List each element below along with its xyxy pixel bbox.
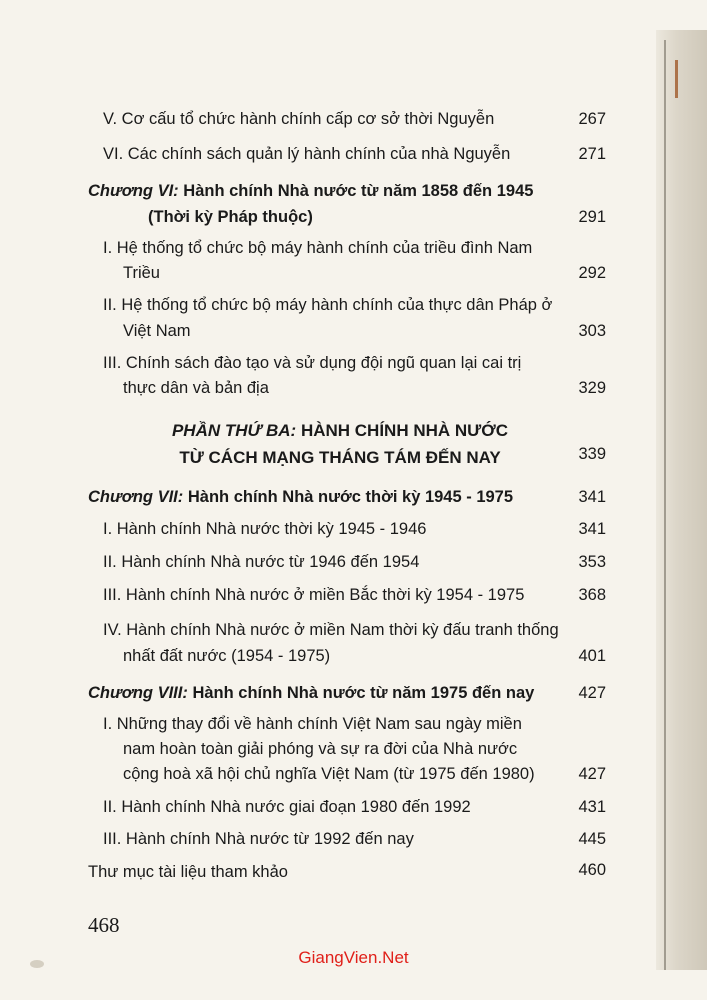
toc-entry-page: 339 xyxy=(578,445,606,463)
part-label: PHẦN THỨ BA: xyxy=(171,421,297,440)
toc-entry-title-continued: cộng hoà xã hội chủ nghĩa Việt Nam (từ 1975 đến 1980) xyxy=(123,765,535,783)
toc-entry-page: 460 xyxy=(578,861,606,879)
bibliography-entry: Thư mục tài liệu tham khảo xyxy=(88,863,288,881)
chapter-label: Chương VII: xyxy=(88,488,184,506)
toc-entry-page: 341 xyxy=(578,488,606,506)
toc-entry-title-continued: Triều xyxy=(123,264,160,282)
toc-entry-title-continued: thực dân và bản địa xyxy=(123,379,269,397)
toc-entry-title: IV. Hành chính Nhà nước ở miền Nam thời kỳ đấu tranh thống xyxy=(103,621,559,639)
watermark: GiangVien.Net xyxy=(298,948,409,967)
toc-entry-title: II. Hệ thống tổ chức bộ máy hành chính của thực dân Pháp ở xyxy=(103,296,553,314)
toc-entry-title: V. Cơ cấu tổ chức hành chính cấp cơ sở thời Nguyễn xyxy=(103,110,495,128)
chapter-label: Chương VI: xyxy=(88,182,179,200)
part-title: HÀNH CHÍNH NHÀ NƯỚC xyxy=(300,421,509,440)
toc-entry-page: 267 xyxy=(578,110,606,128)
toc-entry-title: VI. Các chính sách quản lý hành chính của nhà Nguyễn xyxy=(103,145,511,163)
chapter-heading xyxy=(88,178,533,204)
toc-entry-page: 427 xyxy=(578,765,606,783)
toc-entry-page: 427 xyxy=(578,684,606,702)
toc-entry-page: 329 xyxy=(578,379,606,397)
toc-entry-title: I. Hành chính Nhà nước thời kỳ 1945 - 1946 xyxy=(103,520,427,538)
toc-entry-title-continued: nhất đất nước (1954 - 1975) xyxy=(123,647,331,665)
toc-entry-page: 445 xyxy=(578,830,606,848)
toc-entry-page: 271 xyxy=(578,145,606,163)
scan-smudge xyxy=(30,960,44,968)
toc-entry-page: 368 xyxy=(578,586,606,604)
chapter-heading xyxy=(88,484,513,510)
chapter-title: Hành chính Nhà nước thời kỳ 1945 - 1975 xyxy=(187,488,514,506)
toc-entry-title: III. Hành chính Nhà nước ở miền Bắc thời kỳ 1954 - 1975 xyxy=(103,586,525,604)
page-edge-mark xyxy=(675,60,678,98)
page-number: 468 xyxy=(88,913,120,937)
toc-entry-title: II. Hành chính Nhà nước giai đoạn 1980 đến 1992 xyxy=(103,798,471,816)
chapter-heading xyxy=(88,680,534,706)
page-edge-line xyxy=(664,40,666,970)
toc-entry-page: 401 xyxy=(578,647,606,665)
chapter-title-continued: (Thời kỳ Pháp thuộc) xyxy=(148,208,313,226)
toc-entry-title: III. Hành chính Nhà nước từ 1992 đến nay xyxy=(103,830,414,848)
toc-entry-title: I. Những thay đổi về hành chính Việt Nam sau ngày miền xyxy=(103,715,522,733)
part-title-continued: TỪ CÁCH MẠNG THÁNG TÁM ĐẾN NAY xyxy=(179,448,501,467)
chapter-title: Hành chính Nhà nước từ năm 1975 đến nay xyxy=(192,684,535,702)
toc-entry-title: II. Hành chính Nhà nước từ 1946 đến 1954 xyxy=(103,553,420,571)
toc-entry-title: I. Hệ thống tổ chức bộ máy hành chính của triều đình Nam xyxy=(103,239,533,257)
toc-entry-page: 341 xyxy=(578,520,606,538)
toc-entry-page: 431 xyxy=(578,798,606,816)
toc-entry-title-continued: nam hoàn toàn giải phóng và sự ra đời của Nhà nước xyxy=(123,740,518,758)
toc-entry-title-continued: Việt Nam xyxy=(123,322,191,340)
part-heading xyxy=(130,418,550,444)
toc-entry-page: 353 xyxy=(578,553,606,571)
toc-entry-title: III. Chính sách đào tạo và sử dụng đội ngũ quan lại cai trị xyxy=(103,354,522,372)
chapter-label: Chương VIII: xyxy=(88,684,188,702)
toc-entry-page: 292 xyxy=(578,264,606,282)
toc-entry-page: 303 xyxy=(578,322,606,340)
toc-entry-page: 291 xyxy=(578,208,606,226)
chapter-title: Hành chính Nhà nước từ năm 1858 đến 1945 xyxy=(183,182,534,200)
